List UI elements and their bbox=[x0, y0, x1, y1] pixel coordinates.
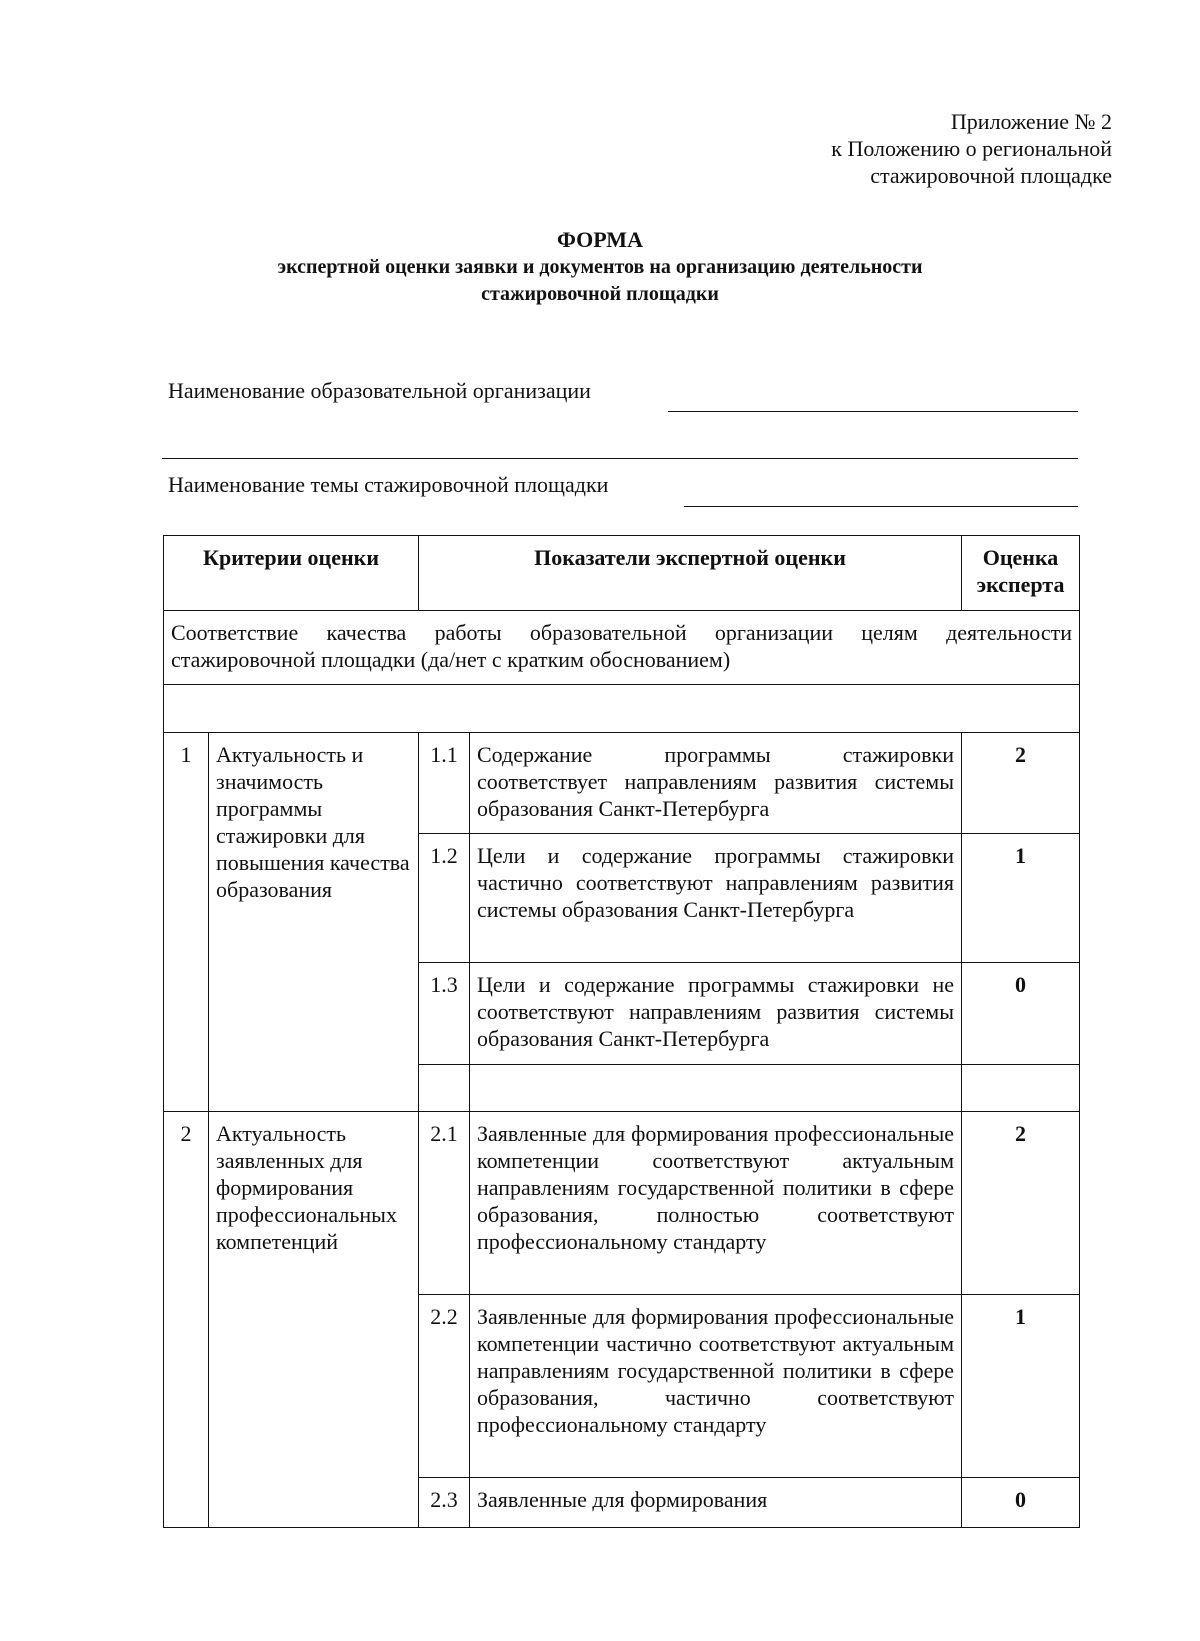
indicator-text: Заявленные для формирования профессиональные компетенции частично соответствуют актуальным направлениям государственной политики в сфере образования, частично соответствуют профессиональному стандарту bbox=[470, 1295, 962, 1478]
form-title-line-2: стажировочной площадки bbox=[481, 283, 719, 305]
form-title-line-1: экспертной оценки заявки и документов на организацию деятельности bbox=[277, 256, 923, 278]
appendix-line-1: Приложение № 2 bbox=[950, 109, 1112, 134]
indicator-text: Цели и содержание программы стажировки не соответствуют направлениям развития системы образования Санкт-Петербурга bbox=[470, 963, 962, 1065]
section-text: Соответствие качества работы образовательной организации целям деятельности стажировочной площадки (да/нет с кратким обоснованием) bbox=[164, 611, 1080, 685]
table-header-row bbox=[164, 536, 1080, 611]
header-indicators: Показатели экспертной оценки bbox=[419, 536, 962, 611]
spacer-cell bbox=[164, 685, 1080, 733]
table-row bbox=[164, 733, 1080, 834]
form-title-main: ФОРМА bbox=[557, 227, 643, 252]
empty-cell bbox=[470, 1065, 962, 1112]
indicator-score[interactable]: 2 bbox=[962, 1112, 1080, 1295]
appendix-line-2: к Положению о региональной bbox=[831, 136, 1112, 161]
header-score: Оценка эксперта bbox=[962, 536, 1080, 611]
spacer-row bbox=[164, 685, 1080, 733]
indicator-score[interactable]: 1 bbox=[962, 834, 1080, 963]
empty-cell bbox=[962, 1065, 1080, 1112]
criterion-title: Актуальность и значимость программы стажировки для повышения качества образования bbox=[209, 733, 419, 1112]
criterion-number: 2 bbox=[164, 1112, 209, 1528]
org-name-label: Наименование образовательной организации bbox=[168, 378, 591, 403]
org-name-blank-line[interactable] bbox=[668, 411, 1078, 412]
indicator-code: 1.1 bbox=[419, 733, 470, 834]
indicator-code: 2.1 bbox=[419, 1112, 470, 1295]
header-criteria: Критерии оценки bbox=[164, 536, 419, 611]
criterion-title: Актуальность заявленных для формирования профессиональных компетенций bbox=[209, 1112, 419, 1528]
indicator-code: 2.3 bbox=[419, 1478, 470, 1528]
evaluation-table bbox=[163, 535, 1080, 1528]
criterion-number: 1 bbox=[164, 733, 209, 1112]
section-row bbox=[164, 611, 1080, 685]
indicator-score[interactable]: 1 bbox=[962, 1295, 1080, 1478]
table-row bbox=[164, 1112, 1080, 1295]
org-name-blank-line-2[interactable] bbox=[162, 458, 1078, 459]
indicator-code: 1.3 bbox=[419, 963, 470, 1065]
indicator-code: 2.2 bbox=[419, 1295, 470, 1478]
indicator-text: Содержание программы стажировки соответствует направлениям развития системы образования Санкт-Петербурга bbox=[470, 733, 962, 834]
topic-blank-line[interactable] bbox=[684, 506, 1078, 507]
empty-cell bbox=[419, 1065, 470, 1112]
topic-label: Наименование темы стажировочной площадки bbox=[168, 472, 609, 497]
indicator-score[interactable]: 0 bbox=[962, 1478, 1080, 1528]
indicator-text: Заявленные для формирования bbox=[470, 1478, 962, 1528]
appendix-line-3: стажировочной площадке bbox=[870, 163, 1112, 188]
indicator-text: Заявленные для формирования профессиональные компетенции соответствуют актуальным направлениям государственной политики в сфере образования, полностью соответствуют профессиональному стандарту bbox=[470, 1112, 962, 1295]
indicator-score[interactable]: 2 bbox=[962, 733, 1080, 834]
form-title bbox=[150, 226, 1050, 308]
indicator-code: 1.2 bbox=[419, 834, 470, 963]
indicator-score[interactable]: 0 bbox=[962, 963, 1080, 1065]
indicator-text: Цели и содержание программы стажировки частично соответствуют направлениям развития системы образования Санкт-Петербурга bbox=[470, 834, 962, 963]
appendix-note bbox=[831, 108, 1112, 189]
